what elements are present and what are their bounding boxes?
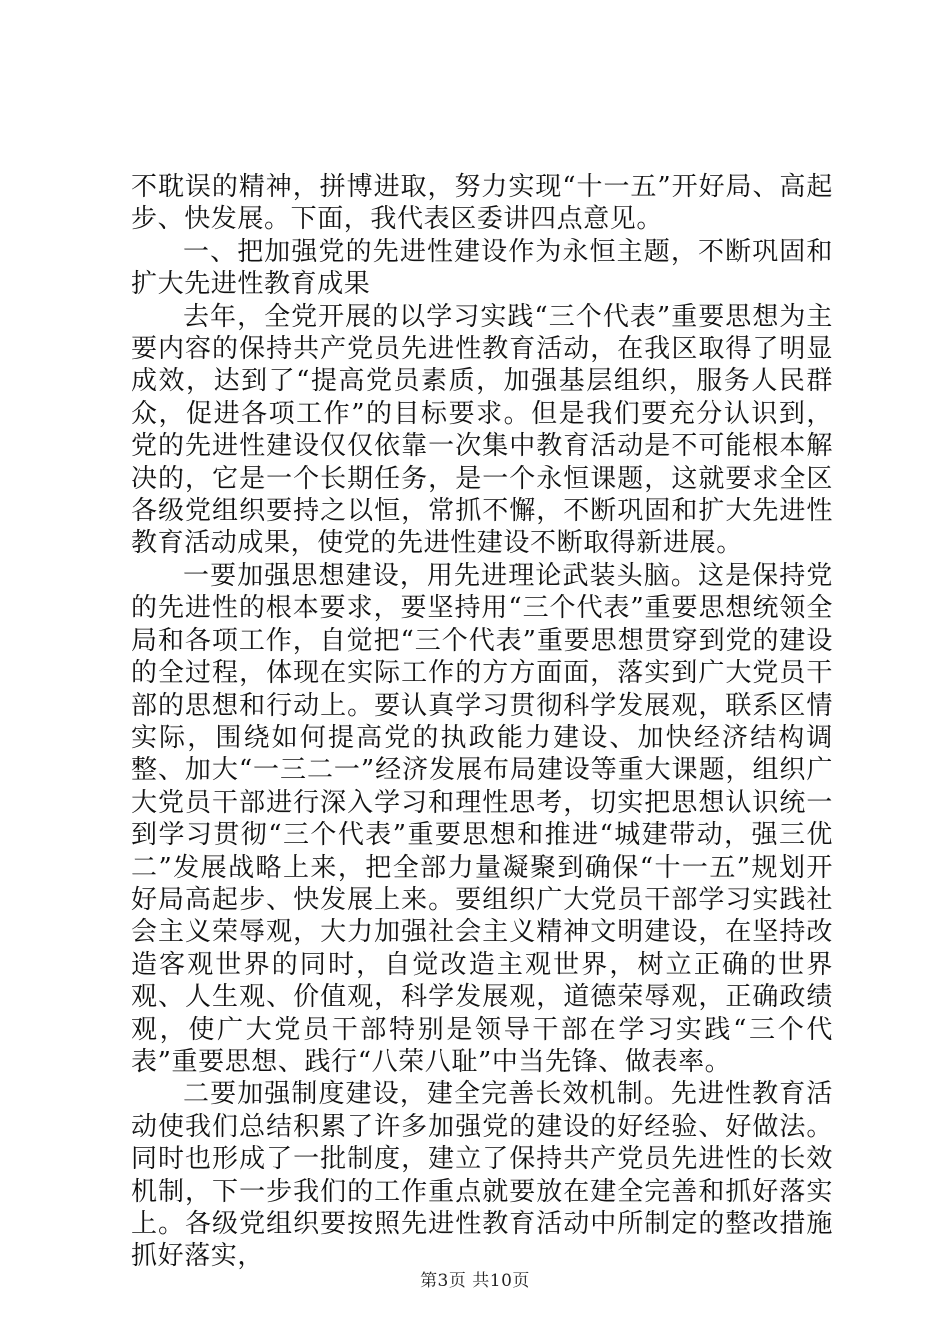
paragraph: 二要加强制度建设，建全完善长效机制。先进性教育活动使我们总结积累了许多加强党的建设的好经验、好做法。同时也形成了一批制度，建立了保持共产党员先进性的长效机制，下一步我们的工作重点就要放在建全完善和抓好落实上。各级党组织要按照先进性教育活动中所制定的整改措施抓好落实， [131,1079,833,1272]
paragraph: 不耽误的精神，拼博进取，努力实现“十一五”开好局、高起步、快发展。下面，我代表区委讲四点意见。 [131,172,833,235]
section-heading: 一、把加强党的先进性建设作为永恒主题，不断巩固和扩大先进性教育成果 [131,236,833,300]
page-number-footer: 第3页 共10页 [420,1271,530,1291]
paragraph: 一要加强思想建设，用先进理论武装头脑。这是保持党的先进性的根本要求，要坚持用“三个代表”重要思想统领全局和各项工作，自觉把“三个代表”重要思想贯穿到党的建设的全过程，体现在实际工作的方方面面，落实到广大党员干部的思想和行动上。要认真学习贯彻科学发展观，联系区情实际，围绕如何提高党的执政能力建设、加快经济结构调整、加大“一三二一”经济发展布局建设等重大课题，组织广大党员干部进行深入学习和理性思考，切实把思想认识统一到学习贯彻“三个代表”重要思想和推进“城建带动，强三优二”发展战略上来，把全部力量凝聚到确保“十一五”规划开好局高起步、快发展上来。要组织广大党员干部学习实践社会主义荣辱观，大力加强社会主义精神文明建设，在坚持改造客观世界的同时，自觉改造主观世界，树立正确的世界观、人生观、价值观，科学发展观，道德荣辱观，正确政绩观，使广大党员干部特别是领导干部在学习实践“三个代表”重要思想、践行“八荣八耻”中当先锋、做表率。 [131,560,833,1077]
document-body [131,171,833,1273]
paragraph: 去年，全党开展的以学习实践“三个代表”重要思想为主要内容的保持共产党员先进性教育活动，在我区取得了明显成效，达到了“提高党员素质，加强基层组织，服务人民群众，促进各项工作”的目标要求。但是我们要充分认识到，党的先进性建设仅仅依靠一次集中教育活动是不可能根本解决的，它是一个长期任务，是一个永恒课题，这就要求全区各级党组织要持之以恒，常抓不懈，不断巩固和扩大先进性教育活动成果，使党的先进性建设不断取得新进展。 [131,301,833,559]
